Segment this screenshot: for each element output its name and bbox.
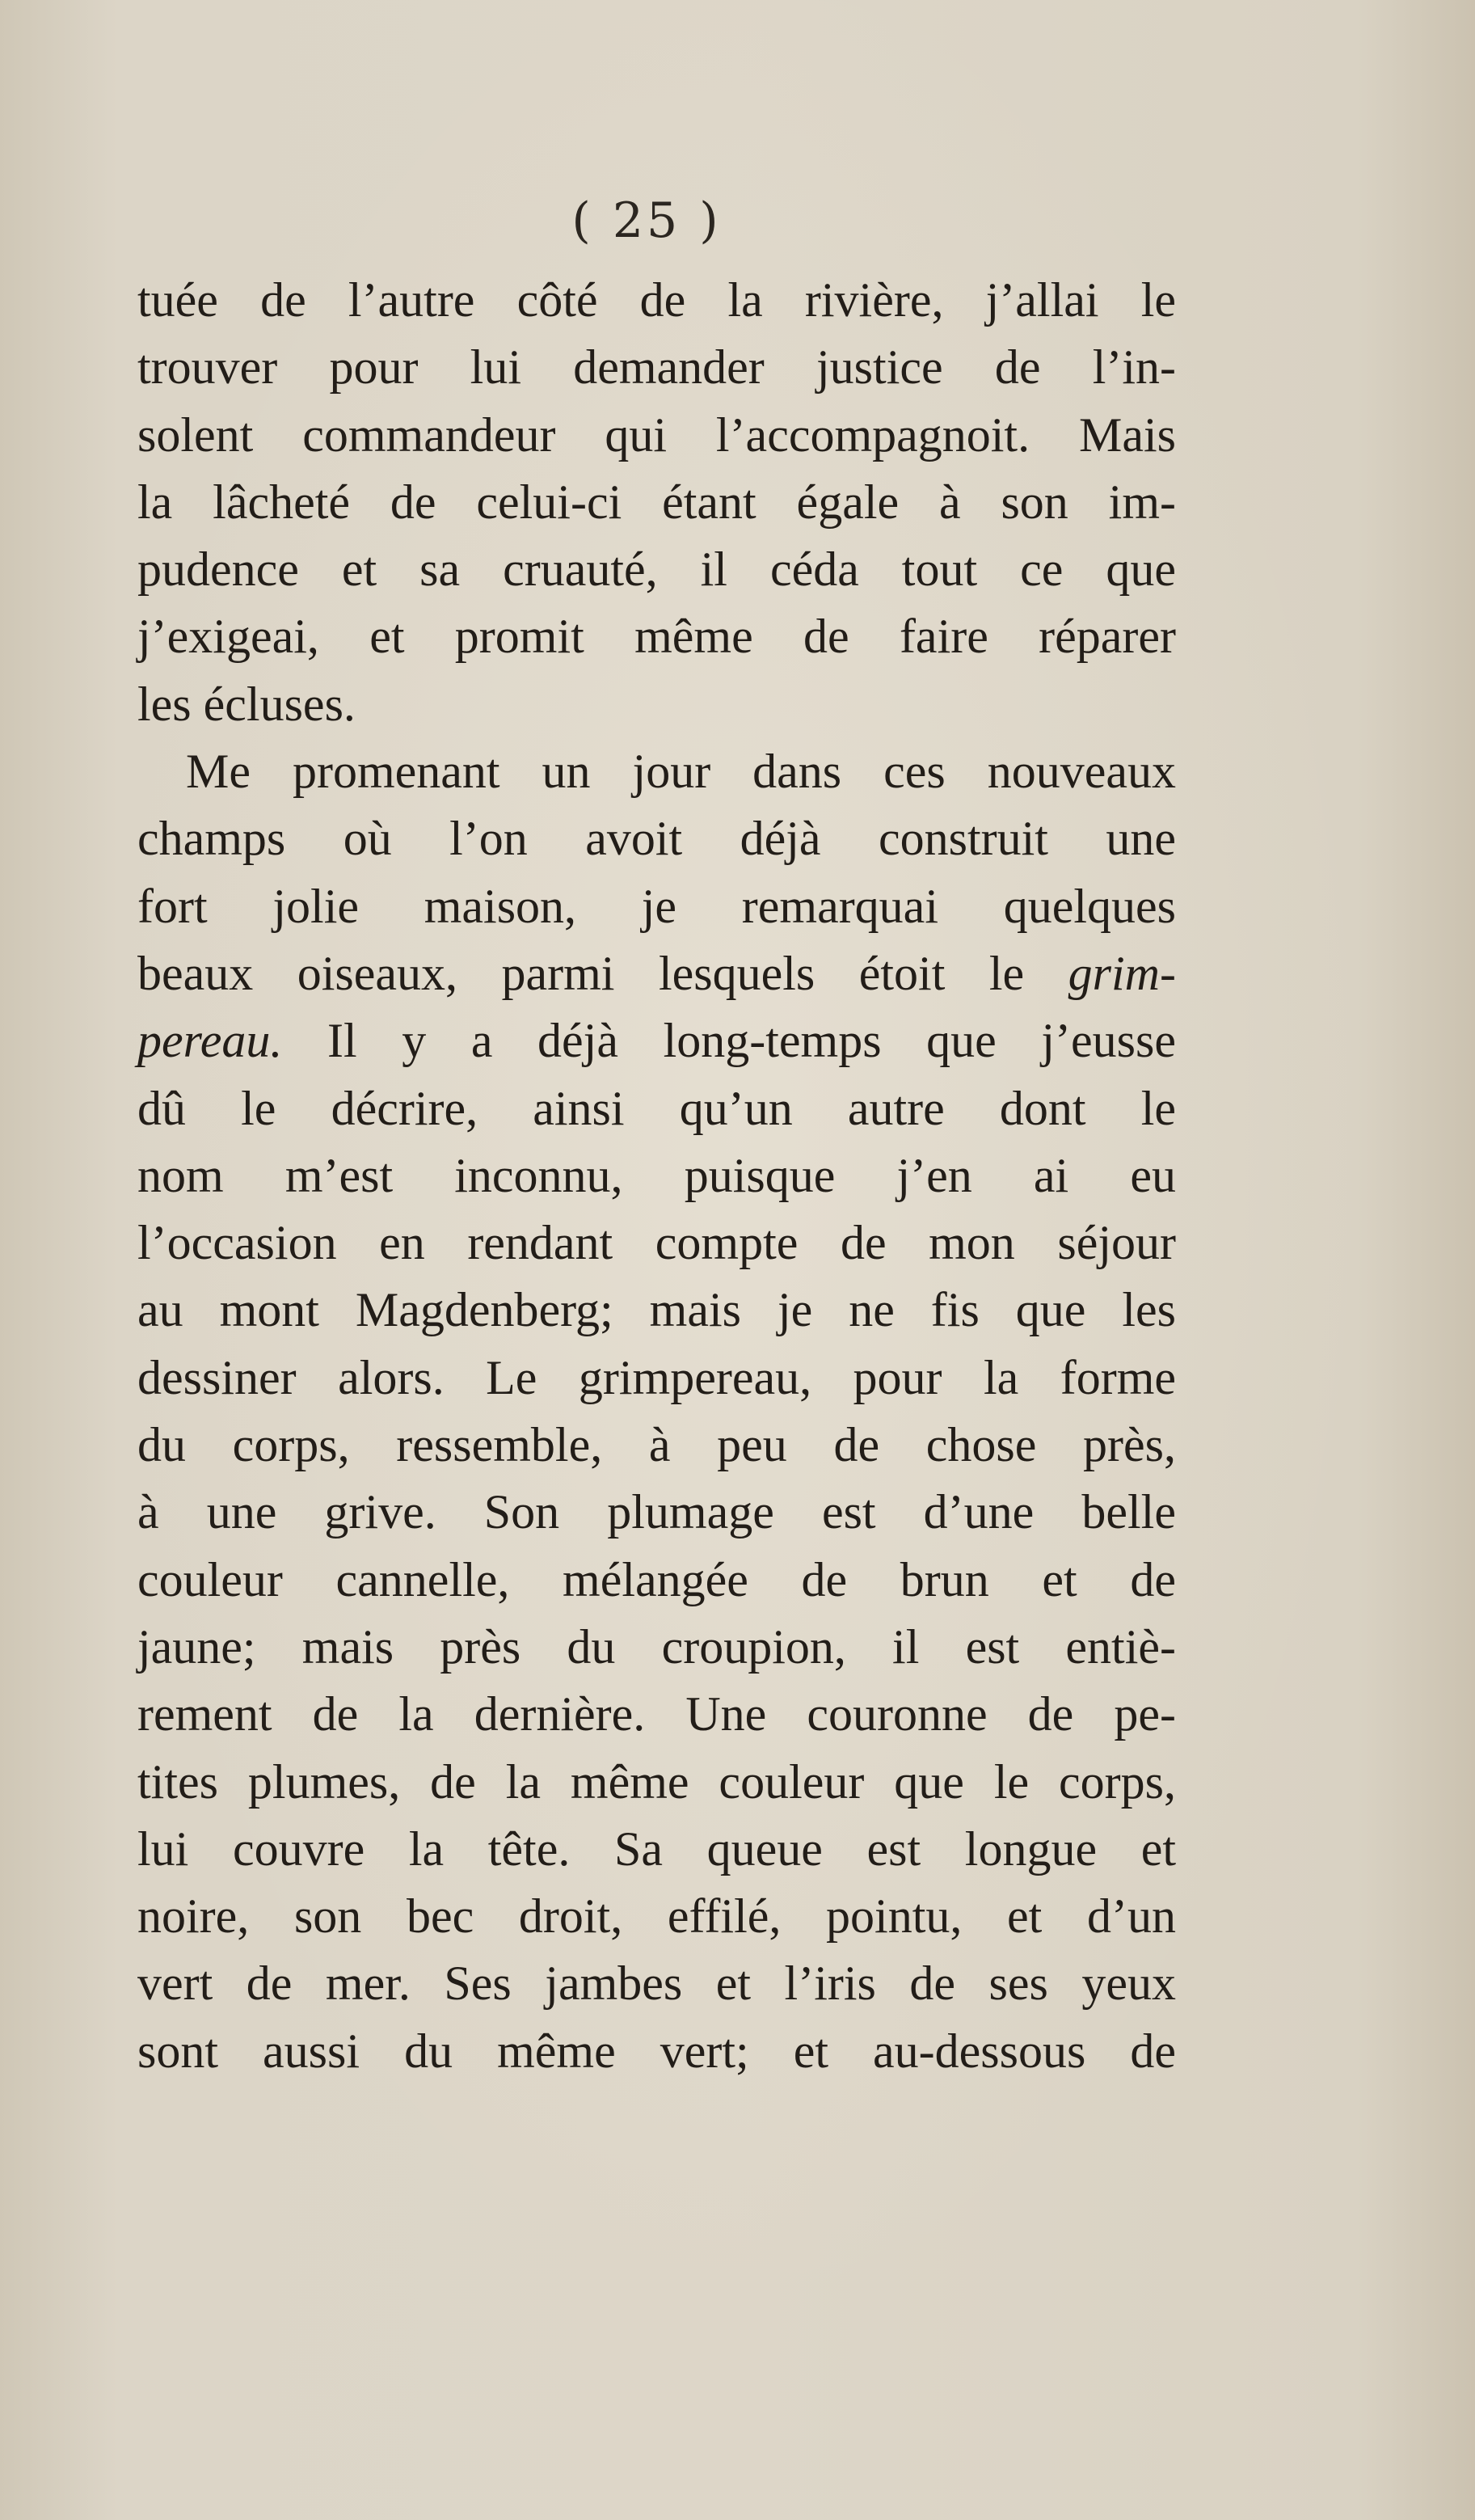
text-line-1: tuée de l’autre côté de la rivière, j’allai le <box>137 273 1176 327</box>
text-line-15: l’occasion en rendant compte de mon séjour <box>137 1216 1176 1270</box>
page-number: ( 25 ) <box>571 192 722 249</box>
text-line-8: Me promenant un jour dans ces nouveaux <box>186 745 1176 799</box>
text-line-25: noire, son bec droit, effilé, pointu, et d’un <box>137 1889 1176 1944</box>
text-line-18: du corps, ressemble, à peu de chose près, <box>137 1418 1176 1472</box>
text-line-7: les écluses. <box>137 677 356 731</box>
body-text <box>137 267 1176 2085</box>
text-line-5: pudence et sa cruauté, il céda tout ce que <box>137 542 1176 597</box>
text-line-19: à une grive. Son plumage est d’une belle <box>137 1485 1176 1539</box>
text-line-22: rement de la dernière. Une couronne de pe- <box>137 1687 1176 1741</box>
text-line-9: champs où l’on avoit déjà construit une <box>137 812 1176 866</box>
text-line-13: dû le décrire, ainsi qu’un autre dont le <box>137 1081 1176 1135</box>
text-line-26: vert de mer. Ses jambes et l’iris de ses yeux <box>137 1956 1176 2011</box>
text-line-6: j’exigeai, et promit même de faire réparer <box>137 610 1176 664</box>
text-line-21: jaune; mais près du croupion, il est entiè- <box>137 1619 1176 1674</box>
text-line-11: beaux oiseaux, parmi lesquels étoit le grim- <box>137 946 1176 1000</box>
text-line-23: tites plumes, de la même couleur que le corps, <box>137 1754 1176 1809</box>
text-line-27: sont aussi du même vert; et au-dessous de <box>137 2024 1176 2078</box>
text-line-24: lui couvre la tête. Sa queue est longue et <box>137 1821 1176 1876</box>
text-line-16: au mont Magdenberg; mais je ne fis que les <box>137 1283 1176 1337</box>
text-line-20: couleur cannelle, mélangée de brun et de <box>137 1552 1176 1606</box>
text-line-12: pereau. Il y a déjà long-temps que j’eusse <box>137 1014 1176 1068</box>
text-line-10: fort jolie maison, je remarquai quelques <box>137 879 1176 933</box>
text-line-4: la lâcheté de celui-ci étant égale à son im- <box>137 475 1176 529</box>
text-line-14: nom m’est inconnu, puisque j’en ai eu <box>137 1148 1176 1202</box>
text-line-17: dessiner alors. Le grimpereau, pour la forme <box>137 1350 1176 1404</box>
text-line-3: solent commandeur qui l’accompagnoit. Mais <box>137 407 1176 462</box>
text-line-2: trouver pour lui demander justice de l’in- <box>137 340 1176 395</box>
